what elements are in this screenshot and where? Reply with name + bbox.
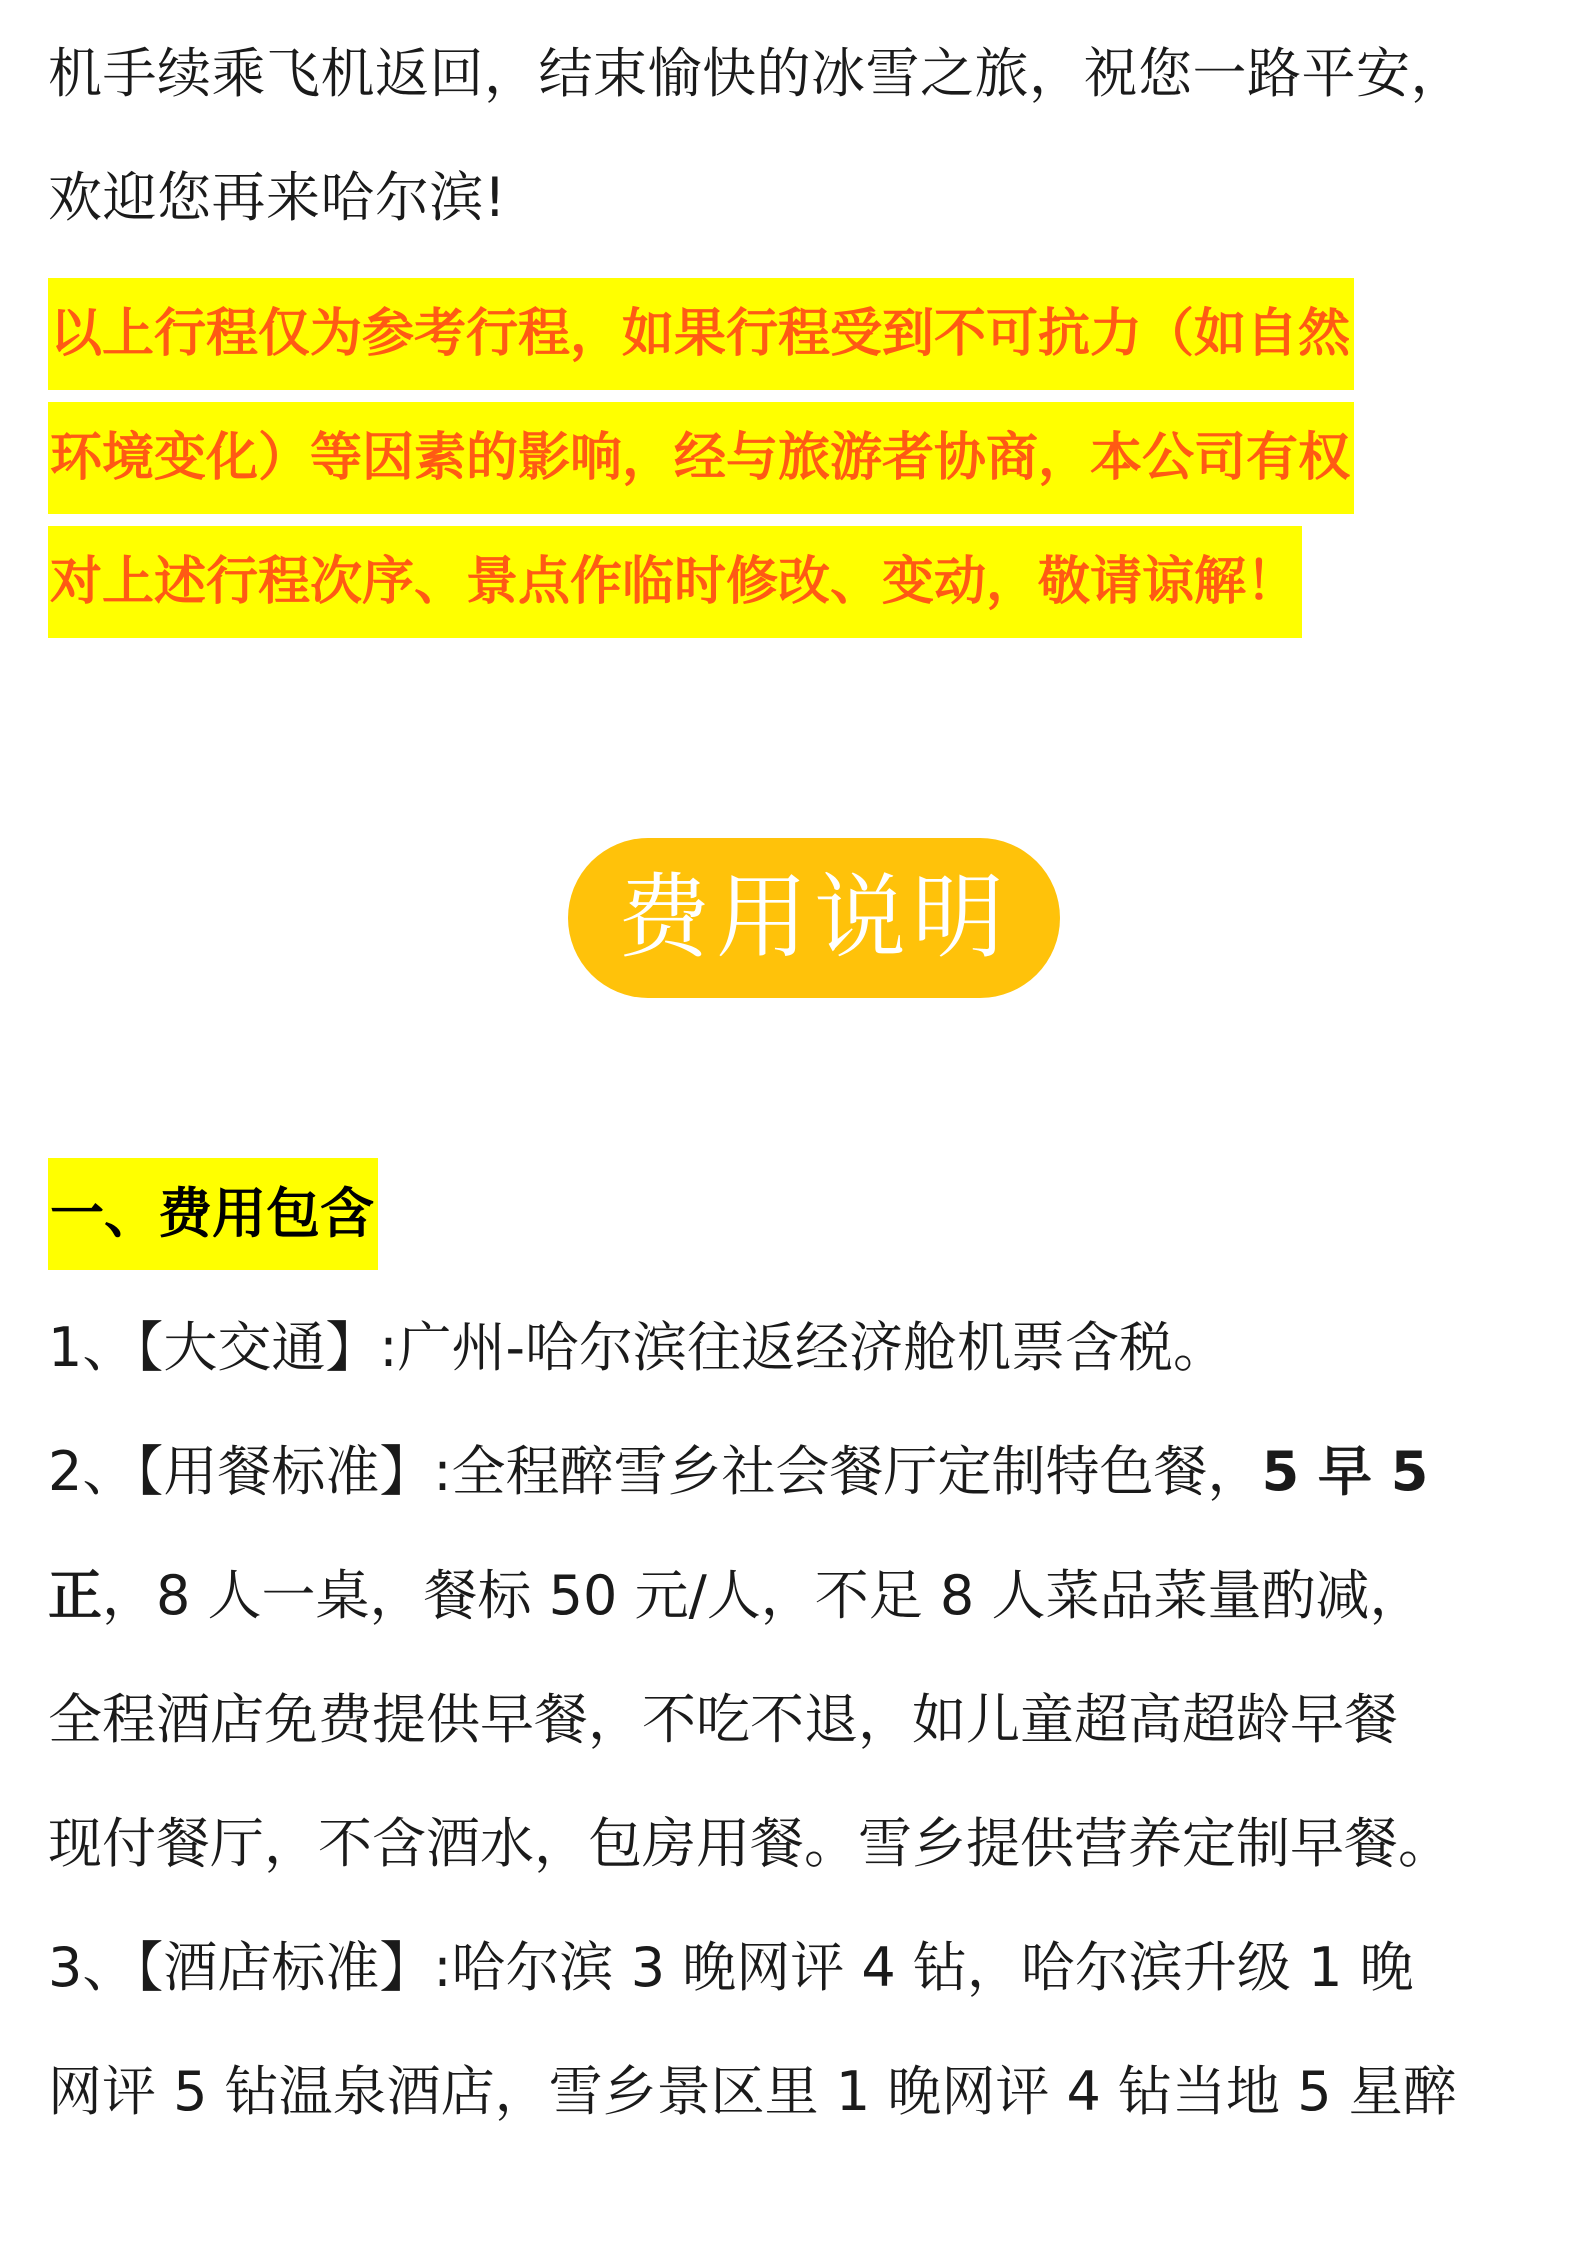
included-heading: 一、费用包含	[48, 1158, 378, 1270]
included-item-2-line-2	[48, 1534, 1548, 1658]
notice-block	[48, 278, 1528, 650]
intro-line-1: 机手续乘飞机返回，结束愉快的冰雪之旅，祝您一路平安，	[48, 42, 1465, 105]
included-item-3-line-2: 网评 5 钻温泉酒店，雪乡景区里 1 晚网评 4 钻当地 5 星醉	[48, 2060, 1457, 2123]
notice-line-2: 环境变化）等因素的影响，经与旅游者协商，本公司有权	[48, 402, 1354, 514]
intro-line-2: 欢迎您再来哈尔滨!	[48, 166, 507, 229]
included-item-2-line-4: 现付餐厅，不含酒水，包房用餐。雪乡提供营养定制早餐。	[48, 1812, 1452, 1875]
notice-line-1: 以上行程仅为参考行程，如果行程受到不可抗力（如自然	[48, 278, 1354, 390]
included-item-2-text: 2、【用餐标准】:全程醉雪乡社会餐厅定制特色餐，	[48, 1440, 1262, 1503]
section-title-badge: 费用说明	[568, 838, 1060, 998]
included-item-3-line-1: 3、【酒店标准】:哈尔滨 3 晚网评 4 钻，哈尔滨升级 1 晚	[48, 1936, 1414, 1999]
included-list	[48, 1286, 1548, 2154]
included-item-2-line-1	[48, 1410, 1548, 1534]
included-item-2-text-cont: ，8 人一桌，餐标 50 元/人，不足 8 人菜品菜量酌减，	[102, 1564, 1424, 1627]
included-item-1: 1、【大交通】:广州-哈尔滨往返经济舱机票含税。	[48, 1316, 1228, 1379]
included-item-2-meals-bold-cont: 正	[48, 1564, 102, 1627]
section-title-wrap	[48, 838, 1548, 998]
included-item-2-meals-bold: 5 早 5	[1261, 1440, 1429, 1503]
notice-line-3: 对上述行程次序、景点作临时修改、变动，敬请谅解！	[48, 526, 1302, 638]
included-item-2-line-3: 全程酒店免费提供早餐，不吃不退，如儿童超高超龄早餐	[48, 1688, 1398, 1751]
